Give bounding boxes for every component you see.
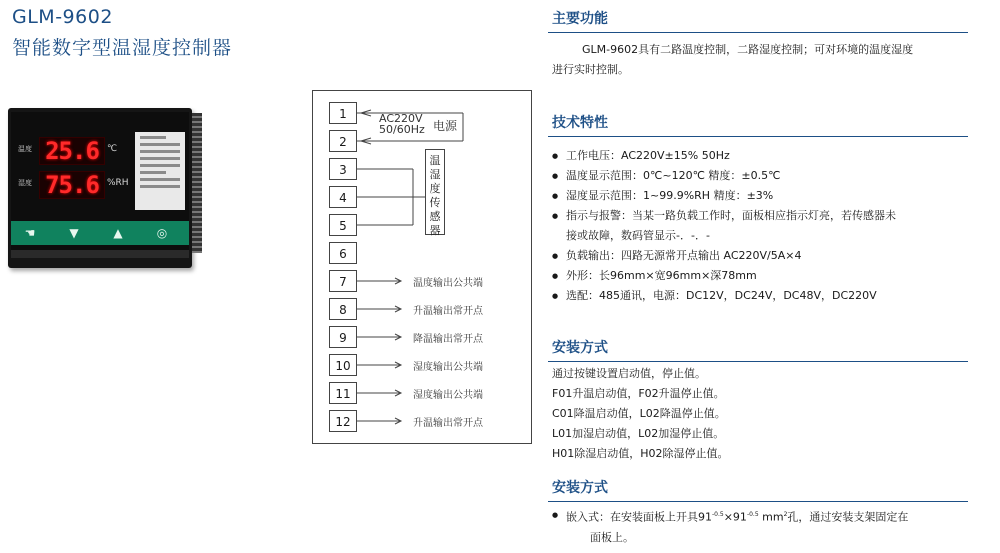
- section-divider: [548, 32, 968, 33]
- section-divider: [548, 501, 968, 502]
- product-model: GLM-9602: [12, 6, 113, 28]
- section-divider: [548, 136, 968, 137]
- humidity-display: 75.6: [39, 171, 105, 199]
- install-line: C01降温启动值，L02降温停止值。: [552, 407, 726, 420]
- humidity-row: [15, 170, 135, 198]
- wiring-diagram: [312, 90, 532, 444]
- terminal-7: 7: [329, 270, 357, 292]
- label-sticker: [135, 132, 185, 210]
- terminal-2: 2: [329, 130, 357, 152]
- output-label-9: 降温输出常开点: [413, 334, 483, 345]
- terminal-5: 5: [329, 214, 357, 236]
- terminal-10: 10: [329, 354, 357, 376]
- section-title-specs: 技术特性: [552, 115, 608, 131]
- section-title-install: 安装方式: [552, 340, 608, 356]
- temperature-label: 温度: [18, 145, 32, 153]
- mounting-sup2: -0.5: [746, 511, 759, 518]
- rear-terminal-block: [192, 113, 202, 253]
- spec-item: ● 湿度显示范围：1~99.9%RH 精度：±3%: [552, 186, 896, 206]
- temperature-row: [15, 136, 135, 164]
- output-label-8: 升温输出常开点: [413, 306, 483, 317]
- specs-list: [552, 146, 896, 306]
- section-title-mounting: 安装方式: [552, 480, 608, 496]
- mounting-text: [552, 505, 908, 548]
- section-divider: [548, 361, 968, 362]
- terminal-8: 8: [329, 298, 357, 320]
- terminal-4: 4: [329, 186, 357, 208]
- mounting-text-a: 嵌入式：在安装面板上开具91: [566, 510, 712, 524]
- power-frequency: 50/60Hz: [379, 123, 425, 136]
- spec-item-continuation: 接或故障，数码管显示-．-．-: [566, 229, 710, 242]
- function-text-line1: GLM-9602具有二路温度控制，二路湿度控制；可对环境的温度湿度: [582, 43, 914, 56]
- keypad: [11, 221, 189, 245]
- product-title: 智能数字型温湿度控制器: [12, 37, 233, 59]
- terminal-12: 12: [329, 410, 357, 432]
- mounting-text-d: 孔，通过安装支架固定在: [787, 510, 909, 524]
- spec-item: ● 选配：485通讯，电源：DC12V，DC24V，DC48V，DC220V: [552, 286, 896, 306]
- controller-device-image: [8, 108, 192, 268]
- down-key-icon: ▼: [69, 226, 79, 240]
- mounting-line2: 面板上。: [590, 530, 634, 544]
- install-line: F01升温启动值，F02升温停止值。: [552, 387, 725, 400]
- terminal-11: 11: [329, 382, 357, 404]
- temperature-display: 25.6: [39, 137, 105, 165]
- mounting-text-b: ×91: [723, 510, 747, 524]
- output-label-7: 温度输出公共端: [413, 278, 483, 289]
- terminal-3: 3: [329, 158, 357, 180]
- sensor-label: 温湿度传感器: [425, 149, 445, 235]
- terminal-6: 6: [329, 242, 357, 264]
- install-line: H01除湿启动值，H02除湿停止值。: [552, 447, 729, 460]
- humidity-unit: %RH: [107, 178, 129, 188]
- humidity-label: 湿度: [18, 179, 32, 187]
- output-label-11: 湿度输出公共端: [413, 390, 483, 401]
- temperature-unit: ℃: [107, 144, 118, 154]
- enter-key-icon: ◎: [156, 226, 168, 240]
- mounting-text-c: mm: [758, 510, 784, 524]
- power-label: 电源: [433, 119, 458, 133]
- spec-item: ● 外形：长96mm×宽96mm×深78mm: [552, 266, 896, 286]
- install-line: 通过按键设置启动值，停止值。: [552, 367, 706, 380]
- terminal-1: 1: [329, 102, 357, 124]
- mounting-sup1: -0.5: [712, 511, 724, 518]
- output-label-12: 升温输出常开点: [413, 418, 483, 429]
- section-title-function: 主要功能: [552, 11, 608, 27]
- spec-item: ● 指示与报警：当某一路负载工作时，面板相应指示灯亮，若传感器未: [552, 206, 896, 226]
- power-voltage: AC220V: [379, 112, 423, 125]
- spec-item: ● 负载输出：四路无源常开点输出 AC220V/5A×4: [552, 246, 896, 266]
- mounting-line1: ● 嵌入式：在安装面板上开具$91^{-0.5}\times 91^{-0.5}$ $mm^2$孔，通过安装支架固定在: [552, 510, 909, 524]
- spec-item: ● 工作电压：AC220V±15% 50Hz: [552, 146, 896, 166]
- spec-item: ● 温度显示范围：0℃~120℃ 精度：±0.5℃: [552, 166, 896, 186]
- up-key-icon: ▲: [113, 226, 123, 240]
- output-label-10: 湿度输出公共端: [413, 362, 483, 373]
- install-line: L01加湿启动值，L02加湿停止值。: [552, 427, 725, 440]
- terminal-9: 9: [329, 326, 357, 348]
- bottom-strip: [11, 250, 189, 258]
- power-spec: [379, 113, 425, 135]
- install-settings: [552, 364, 729, 464]
- function-text-line2: 进行实时控制。: [552, 63, 629, 76]
- mounting-sup3: 2: [783, 511, 788, 518]
- set-key-icon: ☚: [24, 226, 36, 240]
